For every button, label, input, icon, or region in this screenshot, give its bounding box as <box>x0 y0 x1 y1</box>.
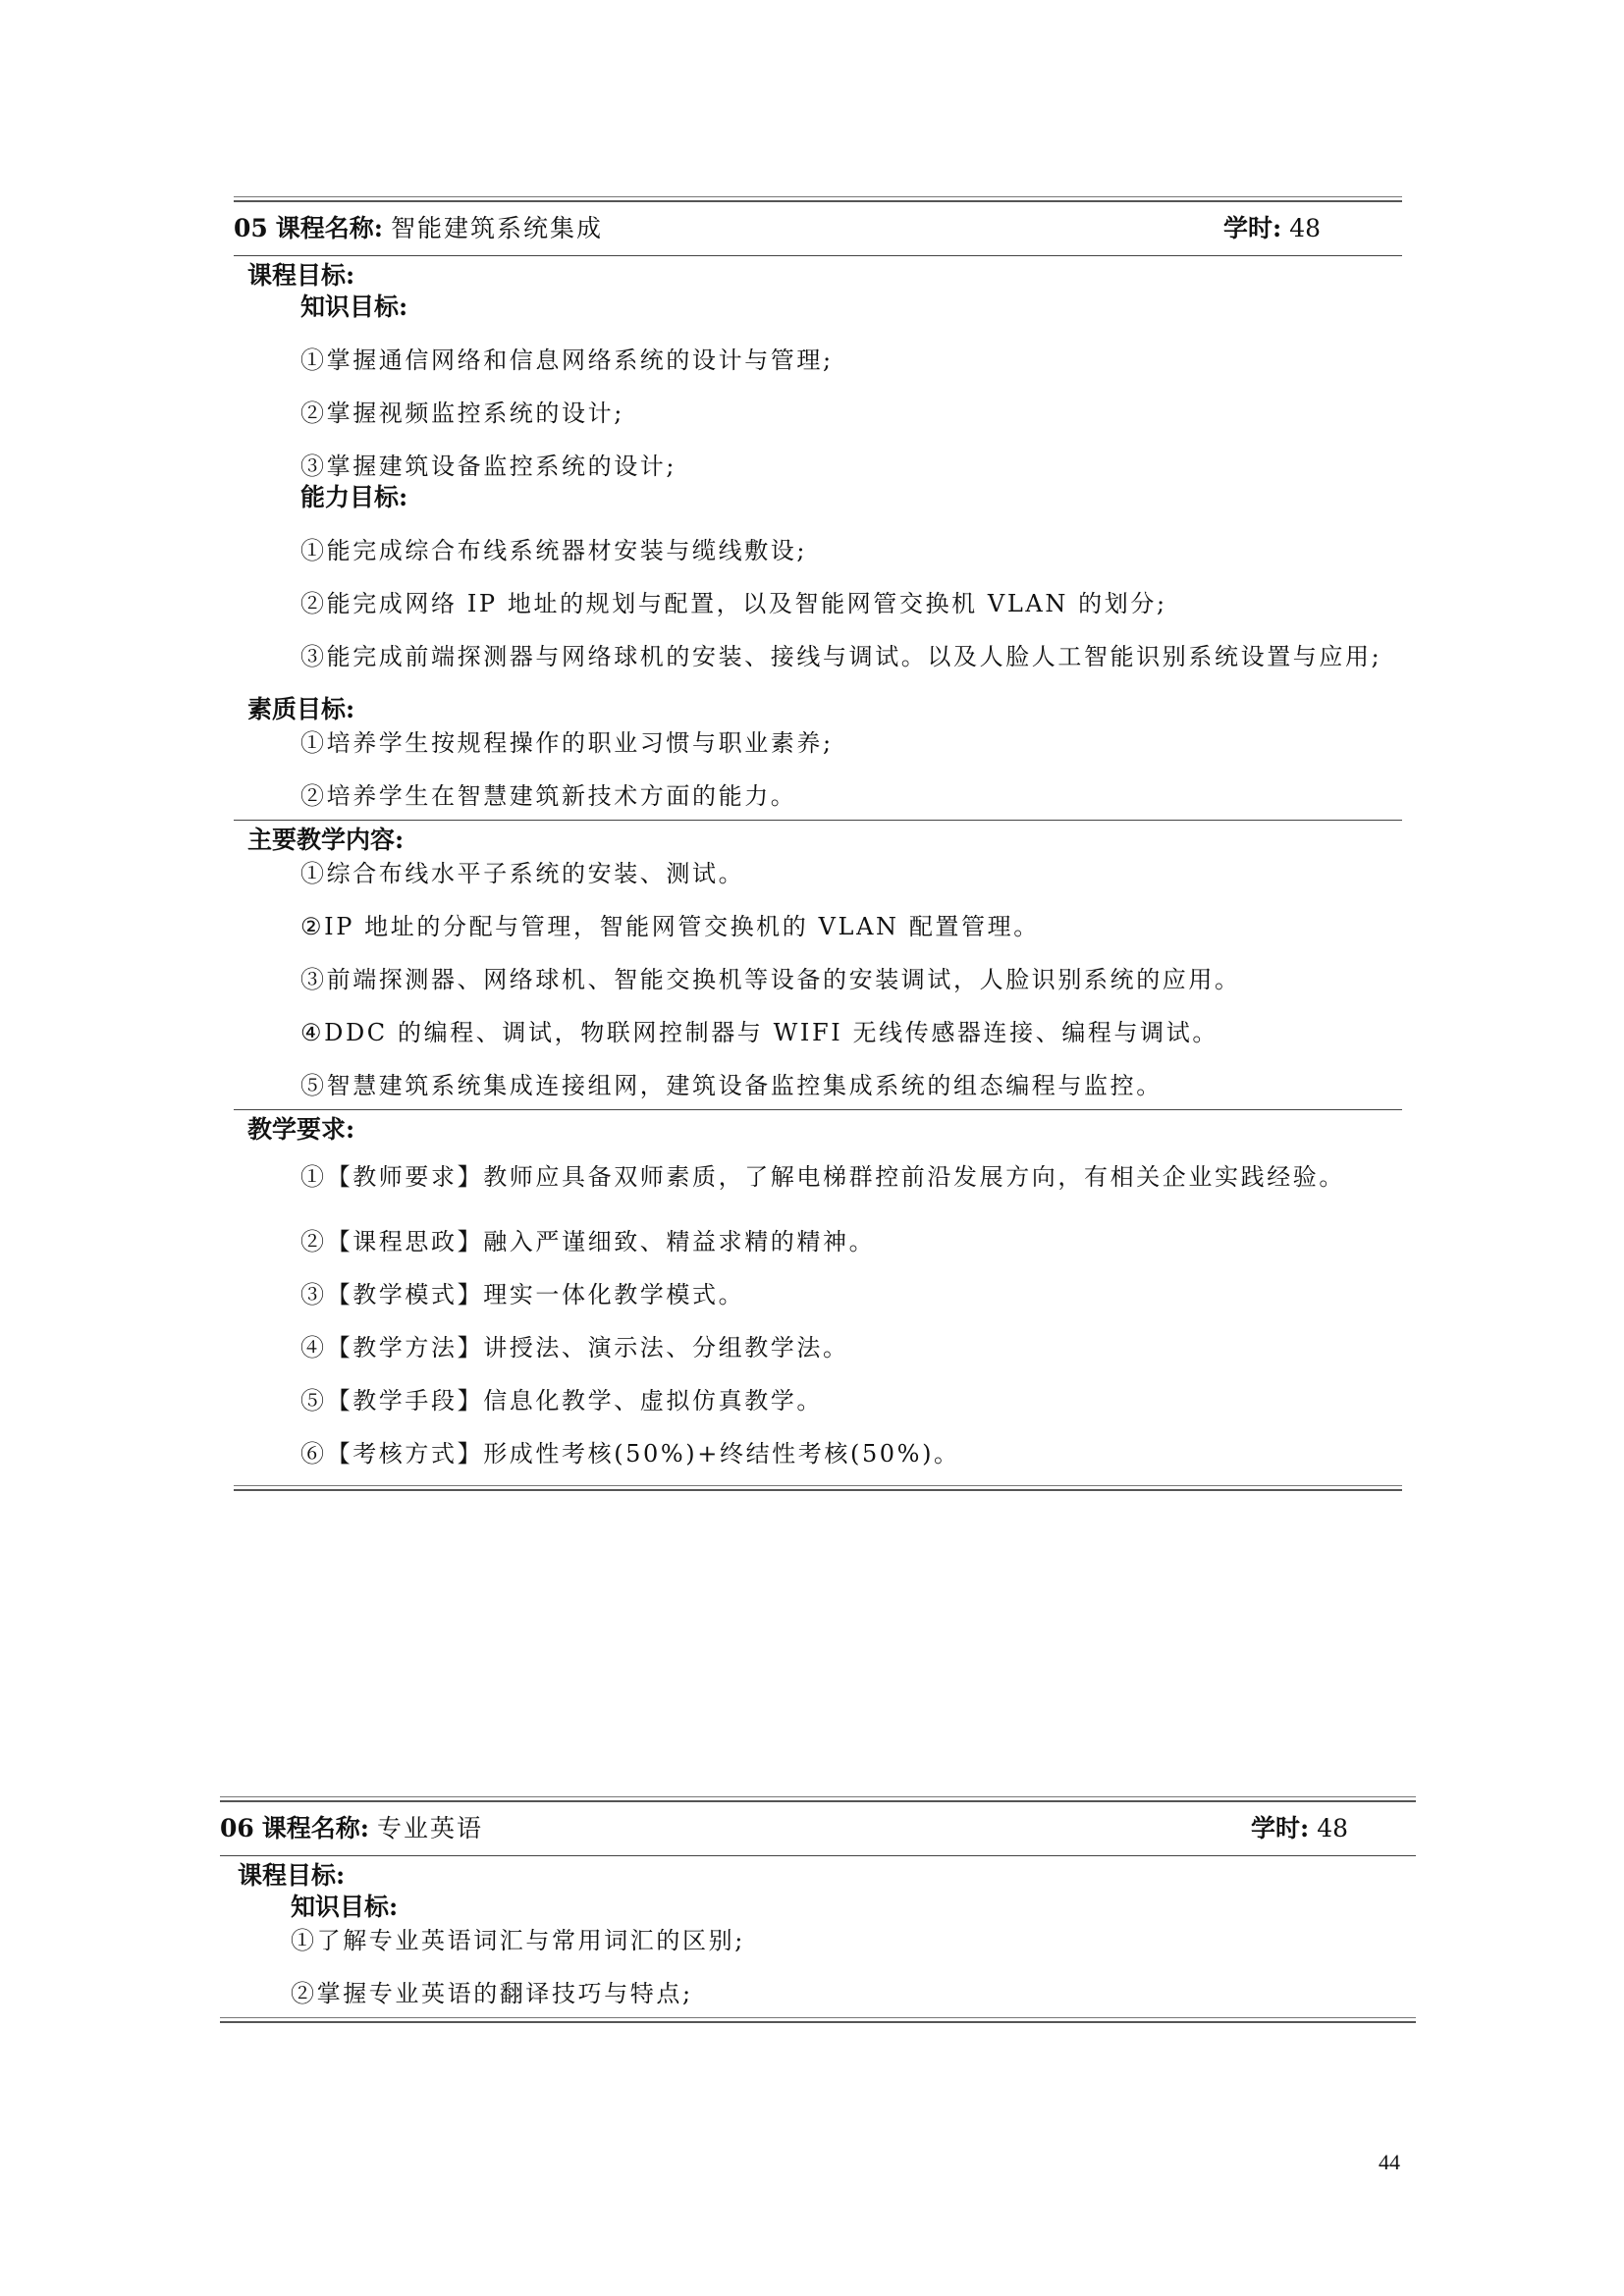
quality-item: ①培养学生按规程操作的职业习惯与职业素养; <box>300 729 834 757</box>
requirements-title: 教学要求: <box>247 1115 355 1144</box>
content-item: ④DDC 的编程、调试，物联网控制器与 WIFI 无线传感器连接、编程与调试。 <box>300 1019 1218 1046</box>
course-name-label: 课程名称: <box>261 1814 369 1842</box>
knowledge-item: ②掌握视频监控系统的设计; <box>300 400 624 427</box>
course-06-block <box>220 1796 1416 2023</box>
course-name: 智能建筑系统集成 <box>390 214 603 242</box>
course-code: 05 <box>234 214 268 242</box>
bottom-rule-inner <box>220 2021 1416 2023</box>
objectives-title: 课程目标: <box>247 261 355 290</box>
knowledge-item: ①了解专业英语词汇与常用词汇的区别; <box>291 1927 745 1954</box>
hours-value: 48 <box>1289 214 1321 242</box>
course-name-label: 课程名称: <box>275 214 383 242</box>
ability-title: 能力目标: <box>300 483 408 511</box>
top-rule <box>220 1796 1416 1797</box>
content-item: ③前端探测器、网络球机、智能交换机等设备的安装调试，人脸识别系统的应用。 <box>300 966 1241 993</box>
knowledge-item: ③掌握建筑设备监控系统的设计; <box>300 453 677 480</box>
course-05-block <box>234 196 1402 1491</box>
hours-label: 学时: <box>1251 1814 1310 1842</box>
objectives-section <box>220 1856 1416 2017</box>
content-title: 主要教学内容: <box>247 826 405 854</box>
bottom-rule <box>234 1485 1402 1486</box>
course-header <box>234 202 1402 256</box>
knowledge-item: ②掌握专业英语的翻译技巧与特点; <box>291 1980 693 2007</box>
top-rule <box>234 196 1402 197</box>
requirement-item: ④【教学方法】讲授法、演示法、分组教学法。 <box>300 1334 849 1362</box>
hours-value: 48 <box>1317 1814 1348 1842</box>
objectives-section <box>234 256 1402 821</box>
hours-label: 学时: <box>1223 214 1282 242</box>
course-name: 专业英语 <box>376 1814 483 1842</box>
knowledge-title: 知识目标: <box>291 1893 399 1921</box>
course-hours <box>1223 202 1321 255</box>
requirement-item: ⑥【考核方式】形成性考核(50%)+终结性考核(50%)。 <box>300 1440 960 1468</box>
content-item: ②IP 地址的分配与管理，智能网管交换机的 VLAN 配置管理。 <box>300 913 1040 940</box>
quality-item: ②培养学生在智慧建筑新技术方面的能力。 <box>300 782 797 810</box>
course-code: 06 <box>220 1814 254 1842</box>
page-number: 44 <box>1379 2150 1400 2174</box>
objectives-title: 课程目标: <box>238 1861 346 1890</box>
bottom-rule <box>220 2017 1416 2018</box>
quality-title: 素质目标: <box>247 695 355 723</box>
requirement-item: ③【教学模式】理实一体化教学模式。 <box>300 1281 745 1308</box>
content-item: ①综合布线水平子系统的安装、测试。 <box>300 860 745 887</box>
course-hours <box>1251 1802 1348 1855</box>
content-section <box>234 821 1402 1110</box>
ability-item: ③能完成前端探测器与网络球机的安装、接线与调试。以及人脸人工智能识别系统设置与应用; <box>300 643 1382 670</box>
requirement-item: ①【教师要求】教师应具备双师素质，了解电梯群控前沿发展方向，有相关企业实践经验。 <box>300 1163 1345 1191</box>
knowledge-title: 知识目标: <box>300 293 408 321</box>
knowledge-item: ①掌握通信网络和信息网络系统的设计与管理; <box>300 347 834 374</box>
course-header <box>220 1802 1416 1856</box>
ability-item: ①能完成综合布线系统器材安装与缆线敷设; <box>300 537 808 564</box>
content-item: ⑤智慧建筑系统集成连接组网，建筑设备监控集成系统的组态编程与监控。 <box>300 1072 1163 1099</box>
requirement-item: ②【课程思政】融入严谨细致、精益求精的精神。 <box>300 1228 876 1255</box>
requirements-section <box>234 1110 1402 1477</box>
bottom-rule-inner <box>234 1489 1402 1491</box>
ability-item: ②能完成网络 IP 地址的规划与配置，以及智能网管交换机 VLAN 的划分; <box>300 590 1167 617</box>
requirement-item: ⑤【教学手段】信息化教学、虚拟仿真教学。 <box>300 1387 823 1415</box>
